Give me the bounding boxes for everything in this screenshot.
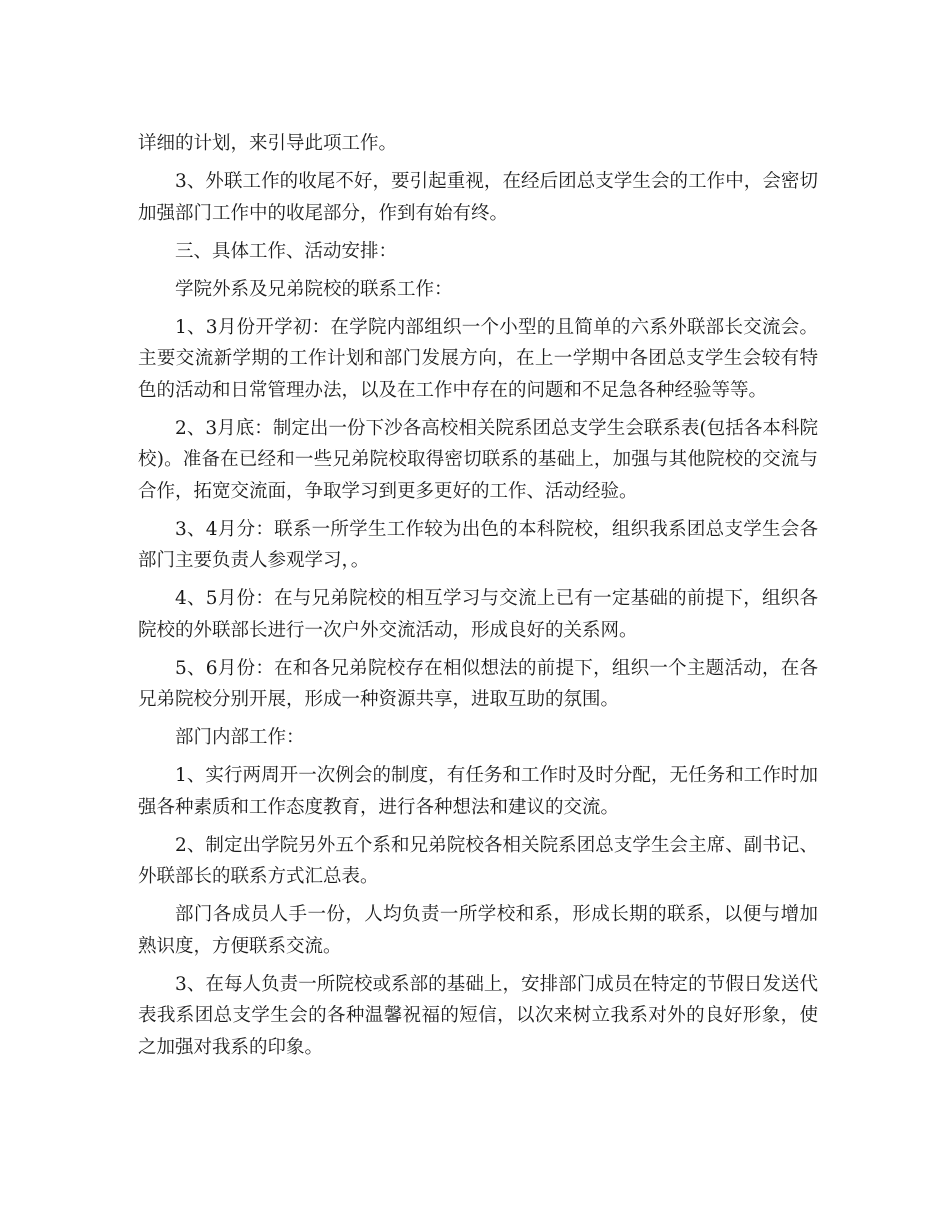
paragraph: 部门各成员人手一份，人均负责一所学校和系，形成长期的联系，以便与增加熟识度，方便联系交流。 [138,904,818,957]
paragraph: 4、5月份：在与兄弟院校的相互学习与交流上已有一定基础的前提下，组织各院校的外联部长进行一次户外交流活动，形成良好的关系网。 [138,588,818,641]
paragraph: 5、6月份：在和各兄弟院校存在相似想法的前提下，组织一个主题活动，在各兄弟院校分别开展，形成一种资源共享，进取互助的氛围。 [138,657,818,710]
subsection-heading: 部门内部工作： [175,727,305,748]
paragraph: 3、4月分：联系一所学生工作较为出色的本科院校，组织我系团总支学生会各部门主要负责人参观学习，。 [138,518,818,571]
paragraph: 详细的计划，来引导此项工作。 [138,133,398,154]
subsection-heading: 学院外系及兄弟院校的联系工作： [175,278,453,300]
paragraph: 3、在每人负责一所院校或系部的基础上，安排部门成员在特定的节假日发送代表我系团总支学生会的各种温馨祝福的短信，以次来树立我系对外的良好形象，使之加强对我系的印象。 [138,973,818,1058]
paragraph: 2、制定出学院另外五个系和兄弟院校各相关院系团总支学生会主席、副书记、外联部长的联系方式汇总表。 [138,834,818,887]
paragraph: 3、外联工作的收尾不好，要引起重视，在经后团总支学生会的工作中，会密切加强部门工作中的收尾部分，作到有始有终。 [138,171,818,224]
paragraph: 1、实行两周开一次例会的制度，有任务和工作时及时分配，无任务和工作时加强各种素质和工作态度教育，进行各种想法和建议的交流。 [138,765,818,818]
document-body [138,128,818,1070]
paragraph: 1、3月份开学初：在学院内部组织一个小型的且简单的六系外联部长交流会。主要交流新学期的工作计划和部门发展方向，在上一学期中各团总支学生会较有特色的活动和日常管理办法，以及在工作中存在的问题和不足急各种经验等等。 [138,316,818,401]
paragraph: 2、3月底：制定出一份下沙各高校相关院系团总支学生会联系表(包括各本科院校)。准备在已经和一些兄弟院校取得密切联系的基础上，加强与其他院校的交流与合作，拓宽交流面，争取学习到更多更好的工作、活动经验。 [138,417,818,502]
section-heading: 三、具体工作、活动安排： [175,240,398,262]
